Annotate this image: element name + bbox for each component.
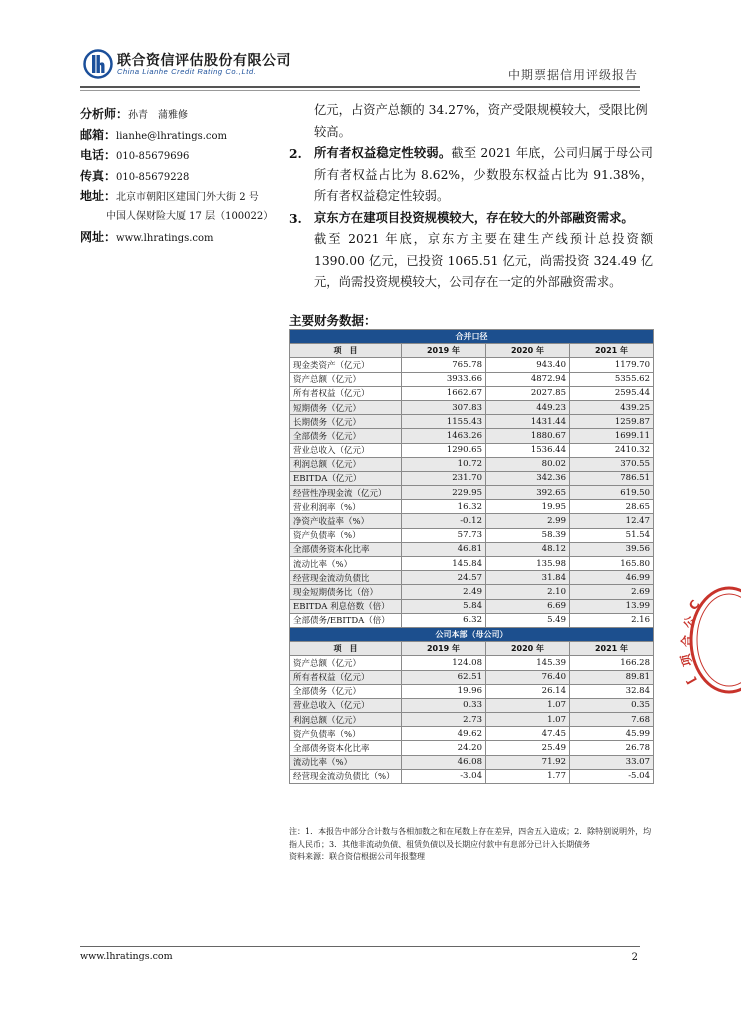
source-text: 资料来源：联合资信根据公司年报整理 [289, 852, 425, 861]
report-title: 中期票据信用评级报告 [507, 68, 638, 82]
row-value: -3.04 [402, 769, 486, 783]
row-value: 0.35 [570, 698, 654, 712]
row-label: 经营性净现金流（亿元） [290, 486, 402, 500]
row-value: 51.54 [570, 528, 654, 542]
column-header: 2021 年 [570, 344, 654, 358]
row-value: 89.81 [570, 670, 654, 684]
table-row [290, 400, 654, 414]
row-label: 资产负债率（%） [290, 528, 402, 542]
table-row [290, 471, 654, 485]
row-value: 2.49 [402, 585, 486, 599]
row-value: 3933.66 [402, 372, 486, 386]
table-row [290, 755, 654, 769]
financial-data-title: 主要财务数据： [289, 313, 377, 328]
row-value: 1.77 [486, 769, 570, 783]
row-label: 营业总收入（亿元） [290, 443, 402, 457]
table-row [290, 457, 654, 471]
page-number: 2 [631, 952, 638, 963]
row-label: 资产总额（亿元） [290, 656, 402, 670]
table-row [290, 727, 654, 741]
table-row [290, 571, 654, 585]
row-value: 4872.94 [486, 372, 570, 386]
row-value: 229.95 [402, 486, 486, 500]
table-row [290, 599, 654, 613]
table-row [290, 514, 654, 528]
row-value: 231.70 [402, 471, 486, 485]
row-value: 2410.32 [570, 443, 654, 457]
row-value: 1463.26 [402, 429, 486, 443]
row-value: 6.69 [486, 599, 570, 613]
table-row [290, 557, 654, 571]
row-value: 16.32 [402, 500, 486, 514]
parent-section-header [290, 627, 654, 641]
risk-item-2 [289, 143, 653, 208]
header-divider-thin [80, 90, 640, 91]
table-notes [289, 826, 653, 864]
row-value: 71.92 [486, 755, 570, 769]
item-title: 所有者权益稳定性较弱。 [314, 146, 452, 160]
row-value: 33.07 [570, 755, 654, 769]
table-row [290, 415, 654, 429]
table-row [290, 670, 654, 684]
company-name-en: China Lianhe Credit Rating Co.,Ltd. [117, 67, 257, 76]
consolidated-column-header-row [290, 344, 654, 358]
row-value: 2.73 [402, 713, 486, 727]
row-value: 2.69 [570, 585, 654, 599]
parent-section-label: 公司本部（母公司） [290, 627, 654, 641]
contact-info [80, 104, 290, 248]
row-label: 利润总额（亿元） [290, 713, 402, 727]
row-label: 全部债务资本化比率 [290, 741, 402, 755]
item-number: 3. [289, 210, 302, 226]
table-row [290, 372, 654, 386]
column-header: 项 目 [290, 642, 402, 656]
financial-table [289, 329, 654, 784]
row-value: 13.99 [570, 599, 654, 613]
email-label: 邮箱： [80, 127, 117, 142]
row-value: 5355.62 [570, 372, 654, 386]
website-label: 网址： [80, 230, 117, 244]
table-row [290, 542, 654, 556]
row-value: 342.36 [486, 471, 570, 485]
row-value: 135.98 [486, 557, 570, 571]
row-value: 45.99 [570, 727, 654, 741]
svg-text:合: 合 [680, 634, 694, 647]
row-value: 1.07 [486, 713, 570, 727]
footer-url[interactable]: www.lhratings.com [80, 951, 173, 962]
item-text: 截至 2021 年底，公司归属于母公司所有者权益占比为 8.62%，少数股东权益占比为 91.38%，所有者权益稳定性较弱。 [314, 146, 653, 203]
phone-value: 010-85679696 [116, 151, 190, 162]
row-value: 1536.44 [486, 443, 570, 457]
consolidated-section-header [290, 330, 654, 344]
table-row [290, 443, 654, 457]
row-label: 短期债务（亿元） [290, 400, 402, 414]
row-label: 营业总收入（亿元） [290, 698, 402, 712]
svg-text:公: 公 [681, 614, 699, 630]
rating-seal-stamp [678, 585, 741, 695]
row-value: 6.32 [402, 613, 486, 627]
row-value: 32.84 [570, 684, 654, 698]
row-value: 1.07 [486, 698, 570, 712]
row-value: 2.99 [486, 514, 570, 528]
row-value: 392.65 [486, 486, 570, 500]
row-value: 124.08 [402, 656, 486, 670]
row-value: 165.80 [570, 557, 654, 571]
row-value: 1699.11 [570, 429, 654, 443]
row-value: 62.51 [402, 670, 486, 684]
table-row [290, 656, 654, 670]
parent-column-header-row [290, 642, 654, 656]
item-number: 2. [289, 146, 302, 161]
column-header: 2021 年 [570, 642, 654, 656]
row-label: 营业利润率（%） [290, 500, 402, 514]
row-value: 1431.44 [486, 415, 570, 429]
row-label: 净资产收益率（%） [290, 514, 402, 528]
email-row [80, 125, 290, 146]
row-value: 1179.70 [570, 358, 654, 372]
row-value: 24.20 [402, 741, 486, 755]
header-divider [80, 86, 640, 88]
row-value: 449.23 [486, 400, 570, 414]
analyst-label: 分析师： [80, 107, 129, 121]
phone-label: 电话： [80, 148, 117, 162]
item-title: 京东方在建项目投资规模较大，存在较大的外部融资需求。 [314, 210, 634, 225]
row-value: 2.16 [570, 613, 654, 627]
table-row [290, 486, 654, 500]
svg-text:[: [ [683, 674, 699, 687]
consolidated-section-label: 合并口径 [290, 330, 654, 344]
table-row [290, 358, 654, 372]
row-value: 2.10 [486, 585, 570, 599]
svg-text:项: 项 [678, 652, 695, 668]
row-label: 全部债务（亿元） [290, 684, 402, 698]
row-value: -0.12 [402, 514, 486, 528]
row-label: 经营现金流动负债比 [290, 571, 402, 585]
fax-value: 010-85679228 [116, 171, 190, 183]
table-row [290, 741, 654, 755]
row-value: 28.65 [570, 500, 654, 514]
row-label: 现金类资产（亿元） [290, 358, 402, 372]
row-value: 26.78 [570, 741, 654, 755]
row-value: 1259.87 [570, 415, 654, 429]
row-value: 39.56 [570, 542, 654, 556]
row-value: 370.55 [570, 457, 654, 471]
row-value: 5.84 [402, 599, 486, 613]
table-row [290, 528, 654, 542]
table-row [290, 585, 654, 599]
risk-item-3 [289, 208, 653, 294]
row-label: EBITDA（亿元） [290, 471, 402, 485]
row-value: 24.57 [402, 571, 486, 585]
row-label: 经营现金流动负债比（%） [290, 769, 402, 783]
row-value: 1662.67 [402, 386, 486, 400]
row-label: 全部债务资本化比率 [290, 542, 402, 556]
table-row [290, 684, 654, 698]
row-value: 786.51 [570, 471, 654, 485]
row-value: 49.62 [402, 727, 486, 741]
website-value[interactable]: www.lhratings.com [116, 233, 214, 244]
row-value: 48.12 [486, 542, 570, 556]
item-paragraph [314, 143, 653, 208]
column-header: 2020 年 [486, 642, 570, 656]
row-value: 943.40 [486, 358, 570, 372]
email-value[interactable]: lianhe@lhratings.com [116, 130, 228, 142]
row-value: 46.08 [402, 755, 486, 769]
item-text: 截至 2021 年底，京东方主要在建生产线预计总投资额 1390.00 亿元，已投资 1065.51 亿元，尚需投资 324.49 亿元，尚需投资规模较大，公司存在一定的外部融资需求。 [314, 232, 653, 289]
row-label: 全部债务（亿元） [290, 429, 402, 443]
address-line1: 北京市朝阳区建国门外大街 2 号 [116, 192, 259, 203]
row-value: 145.84 [402, 557, 486, 571]
row-value: 765.78 [402, 358, 486, 372]
row-value: -5.04 [570, 769, 654, 783]
row-value: 1880.67 [486, 429, 570, 443]
item-paragraph [314, 208, 653, 230]
row-value: 619.50 [570, 486, 654, 500]
fax-row [80, 166, 290, 187]
row-value: 80.02 [486, 457, 570, 471]
row-value: 166.28 [570, 656, 654, 670]
table-row [290, 613, 654, 627]
row-value: 76.40 [486, 670, 570, 684]
fax-label: 传真： [80, 168, 117, 183]
row-value: 2595.44 [570, 386, 654, 400]
table-row [290, 713, 654, 727]
row-value: 1155.43 [402, 415, 486, 429]
address-label: 地址： [80, 189, 117, 203]
svg-text:C: C [685, 597, 703, 613]
company-name-cn: 联合资信评估股份有限公司 [117, 53, 291, 69]
table-row [290, 386, 654, 400]
website-row [80, 227, 290, 248]
row-value: 307.83 [402, 400, 486, 414]
row-label: 流动比率（%） [290, 557, 402, 571]
row-label: 利润总额（亿元） [290, 457, 402, 471]
table-row [290, 500, 654, 514]
row-value: 26.14 [486, 684, 570, 698]
continuation-paragraph: 亿元，占资产总额的 34.27%，资产受限规模较大，受限比例较高。 [314, 103, 648, 139]
row-label: EBITDA 利息倍数（倍） [290, 599, 402, 613]
row-value: 19.95 [486, 500, 570, 514]
row-value: 5.49 [486, 613, 570, 627]
row-value: 57.73 [402, 528, 486, 542]
address-line2: 中国人保财险大厦 17 层（100022） [106, 210, 274, 222]
row-value: 10.72 [402, 457, 486, 471]
column-header: 2020 年 [486, 344, 570, 358]
row-value: 47.45 [486, 727, 570, 741]
row-value: 1290.65 [402, 443, 486, 457]
row-value: 46.81 [402, 542, 486, 556]
notes-text: 注：1．本报告中部分合计数与各相加数之和在尾数上存在差异，四舍五入造成；2．除特别说明外，均指人民币；3．其他非流动负债、租赁负债以及长期应付款中有息部分已计入长期债务 [289, 827, 652, 849]
row-label: 流动比率（%） [290, 755, 402, 769]
address-row [80, 186, 290, 207]
row-label: 长期债务（亿元） [290, 415, 402, 429]
row-value: 145.39 [486, 656, 570, 670]
row-label: 现金短期债务比（倍） [290, 585, 402, 599]
row-label: 全部债务/EBITDA（倍） [290, 613, 402, 627]
row-value: 19.96 [402, 684, 486, 698]
row-label: 资产总额（亿元） [290, 372, 402, 386]
phone-row [80, 145, 290, 166]
row-value: 0.33 [402, 698, 486, 712]
row-value: 31.84 [486, 571, 570, 585]
row-value: 25.49 [486, 741, 570, 755]
row-value: 7.68 [570, 713, 654, 727]
analyst-row [80, 104, 290, 125]
company-logo-icon [83, 49, 113, 79]
row-label: 所有者权益（亿元） [290, 386, 402, 400]
row-value: 439.25 [570, 400, 654, 414]
row-value: 58.39 [486, 528, 570, 542]
row-label: 资产负债率（%） [290, 727, 402, 741]
row-value: 2027.85 [486, 386, 570, 400]
footer-divider [80, 946, 640, 947]
table-row [290, 698, 654, 712]
row-value: 46.99 [570, 571, 654, 585]
table-row [290, 429, 654, 443]
row-label: 所有者权益（亿元） [290, 670, 402, 684]
row-value: 12.47 [570, 514, 654, 528]
analyst-value: 孙青 蒲雅修 [128, 110, 189, 121]
column-header: 2019 年 [402, 344, 486, 358]
table-row [290, 769, 654, 783]
risk-points [289, 100, 653, 294]
column-header: 项 目 [290, 344, 402, 358]
column-header: 2019 年 [402, 642, 486, 656]
